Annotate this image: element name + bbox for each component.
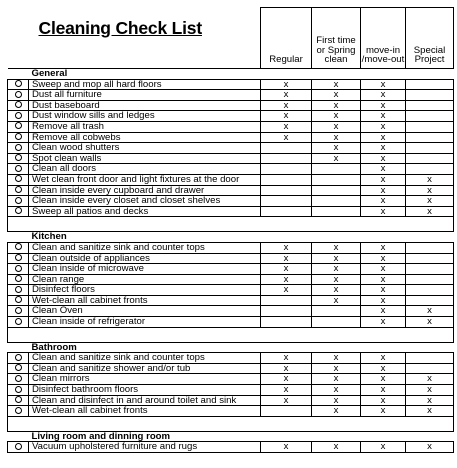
radio-button-icon[interactable] (15, 375, 22, 382)
task-radio-cell[interactable] (8, 79, 29, 90)
mark-special (406, 143, 454, 154)
mark-move: x (361, 143, 406, 154)
task-row (8, 206, 454, 217)
mark-special (406, 121, 454, 132)
mark-regular (261, 406, 312, 417)
mark-move: x (361, 274, 406, 285)
radio-button-icon[interactable] (15, 354, 22, 361)
mark-first-time (312, 174, 361, 185)
mark-first-time: x (312, 100, 361, 111)
mark-move: x (361, 79, 406, 90)
section-spacer (8, 217, 454, 232)
task-label: Disinfect floors (29, 285, 261, 296)
checklist-table (7, 7, 454, 453)
task-label: Wet-clean all cabinet fronts (29, 295, 261, 306)
mark-first-time: x (312, 363, 361, 374)
spacer-cell (8, 416, 454, 431)
mark-regular (261, 153, 312, 164)
task-row (8, 111, 454, 122)
mark-move: x (361, 374, 406, 385)
mark-special: x (406, 385, 454, 396)
task-row (8, 132, 454, 143)
mark-move: x (361, 174, 406, 185)
mark-first-time: x (312, 111, 361, 122)
mark-special (406, 100, 454, 111)
mark-move: x (361, 90, 406, 101)
mark-special (406, 264, 454, 275)
spacer-cell (8, 217, 454, 232)
radio-button-icon[interactable] (15, 80, 22, 87)
mark-special: x (406, 196, 454, 207)
task-row (8, 385, 454, 396)
task-radio-cell[interactable] (8, 395, 29, 406)
spacer-cell (8, 327, 454, 342)
mark-regular: x (261, 395, 312, 406)
task-label: Dust baseboard (29, 100, 261, 111)
task-row (8, 442, 454, 453)
mark-special: x (406, 185, 454, 196)
section-header-blank (8, 69, 29, 80)
mark-move: x (361, 253, 406, 264)
mark-regular (261, 196, 312, 207)
task-radio-cell[interactable] (8, 111, 29, 122)
mark-special (406, 285, 454, 296)
mark-regular (261, 306, 312, 317)
task-radio-cell[interactable] (8, 196, 29, 207)
mark-special: x (406, 317, 454, 328)
task-radio-cell[interactable] (8, 353, 29, 364)
cleaning-checklist-sheet (7, 7, 454, 453)
radio-button-icon[interactable] (15, 112, 22, 119)
task-row (8, 406, 454, 417)
task-label: Clean inside of refrigerator (29, 317, 261, 328)
task-radio-cell[interactable] (8, 153, 29, 164)
section-title: Bathroom (29, 342, 454, 353)
mark-move: x (361, 153, 406, 164)
task-label: Clean range (29, 274, 261, 285)
mark-regular: x (261, 274, 312, 285)
mark-move: x (361, 242, 406, 253)
task-label: Clean mirrors (29, 374, 261, 385)
mark-first-time: x (312, 121, 361, 132)
task-label: Dust window sills and ledges (29, 111, 261, 122)
radio-button-icon[interactable] (15, 154, 22, 161)
radio-button-icon[interactable] (15, 186, 22, 193)
mark-regular: x (261, 242, 312, 253)
radio-button-icon[interactable] (15, 243, 22, 250)
radio-button-icon[interactable] (15, 307, 22, 314)
mark-move: x (361, 121, 406, 132)
task-row (8, 121, 454, 132)
mark-first-time: x (312, 406, 361, 417)
mark-move: x (361, 363, 406, 374)
mark-first-time: x (312, 79, 361, 90)
task-label: Wet clean front door and light fixtures at the door (29, 174, 261, 185)
mark-first-time: x (312, 295, 361, 306)
mark-special (406, 111, 454, 122)
task-row (8, 164, 454, 175)
mark-move: x (361, 264, 406, 275)
mark-special (406, 132, 454, 143)
mark-special: x (406, 442, 454, 453)
task-label: Clean Oven (29, 306, 261, 317)
section-header-blank (8, 342, 29, 353)
radio-button-icon[interactable] (15, 275, 22, 282)
task-radio-cell[interactable] (8, 295, 29, 306)
radio-button-icon[interactable] (15, 101, 22, 108)
task-row (8, 274, 454, 285)
task-label: Remove all trash (29, 121, 261, 132)
task-row (8, 174, 454, 185)
mark-first-time (312, 317, 361, 328)
task-row (8, 100, 454, 111)
task-row (8, 374, 454, 385)
mark-special: x (406, 395, 454, 406)
task-label: Remove all cobwebs (29, 132, 261, 143)
mark-special (406, 164, 454, 175)
task-radio-cell[interactable] (8, 164, 29, 175)
task-row (8, 395, 454, 406)
section-spacer (8, 327, 454, 342)
radio-button-icon[interactable] (15, 318, 22, 325)
mark-move: x (361, 164, 406, 175)
radio-button-icon[interactable] (15, 443, 22, 450)
mark-move: x (361, 353, 406, 364)
task-label: Clean outside of appliances (29, 253, 261, 264)
mark-special: x (406, 306, 454, 317)
mark-first-time: x (312, 374, 361, 385)
mark-first-time: x (312, 395, 361, 406)
task-radio-cell[interactable] (8, 264, 29, 275)
column-header-move: move-in /move-out (361, 8, 406, 69)
mark-move: x (361, 100, 406, 111)
mark-special: x (406, 206, 454, 217)
task-row (8, 79, 454, 90)
mark-regular: x (261, 264, 312, 275)
mark-move: x (361, 385, 406, 396)
mark-special (406, 295, 454, 306)
mark-regular: x (261, 121, 312, 132)
mark-regular: x (261, 353, 312, 364)
mark-special (406, 253, 454, 264)
mark-first-time (312, 164, 361, 175)
mark-first-time: x (312, 353, 361, 364)
task-label: Clean inside of microwave (29, 264, 261, 275)
mark-move: x (361, 317, 406, 328)
radio-button-icon[interactable] (15, 286, 22, 293)
task-radio-cell[interactable] (8, 242, 29, 253)
mark-first-time (312, 306, 361, 317)
task-radio-cell[interactable] (8, 206, 29, 217)
mark-move: x (361, 206, 406, 217)
mark-special: x (406, 374, 454, 385)
task-radio-cell[interactable] (8, 374, 29, 385)
task-radio-cell[interactable] (8, 185, 29, 196)
task-label: Clean and sanitize shower and/or tub (29, 363, 261, 374)
task-row (8, 264, 454, 275)
task-radio-cell[interactable] (8, 363, 29, 374)
section-title: General (29, 69, 454, 80)
mark-first-time: x (312, 153, 361, 164)
page-title: Cleaning Check List (38, 17, 202, 38)
mark-move: x (361, 185, 406, 196)
task-radio-cell[interactable] (8, 121, 29, 132)
mark-move: x (361, 196, 406, 207)
mark-move: x (361, 295, 406, 306)
task-label: Clean all doors (29, 164, 261, 175)
task-radio-cell[interactable] (8, 306, 29, 317)
mark-move: x (361, 285, 406, 296)
task-label: Clean inside every closet and closet shelves (29, 196, 261, 207)
radio-button-icon[interactable] (15, 165, 22, 172)
task-row (8, 363, 454, 374)
mark-move: x (361, 406, 406, 417)
mark-first-time: x (312, 274, 361, 285)
mark-regular: x (261, 111, 312, 122)
column-header-special: Special Project (406, 8, 454, 69)
task-row (8, 196, 454, 207)
radio-button-icon[interactable] (15, 207, 22, 214)
mark-special (406, 274, 454, 285)
task-radio-cell[interactable] (8, 100, 29, 111)
mark-first-time: x (312, 143, 361, 154)
section-header-blank (8, 232, 29, 243)
mark-first-time: x (312, 264, 361, 275)
mark-regular (261, 143, 312, 154)
mark-regular: x (261, 363, 312, 374)
radio-button-icon[interactable] (15, 175, 22, 182)
mark-first-time: x (312, 132, 361, 143)
mark-regular: x (261, 285, 312, 296)
mark-move: x (361, 306, 406, 317)
title-cell (8, 8, 261, 69)
task-row (8, 185, 454, 196)
header-row (8, 8, 454, 69)
radio-button-icon[interactable] (15, 265, 22, 272)
task-label: Clean and disinfect in and around toilet and sink (29, 395, 261, 406)
mark-special (406, 79, 454, 90)
task-radio-cell[interactable] (8, 442, 29, 453)
mark-regular: x (261, 100, 312, 111)
mark-move: x (361, 111, 406, 122)
section-title: Living room and dinning room (29, 431, 454, 442)
task-label: Clean and sanitize sink and counter tops (29, 242, 261, 253)
radio-button-icon[interactable] (15, 197, 22, 204)
task-label: Clean wood shutters (29, 143, 261, 154)
task-radio-cell[interactable] (8, 317, 29, 328)
task-row (8, 285, 454, 296)
task-row (8, 306, 454, 317)
mark-first-time: x (312, 253, 361, 264)
mark-regular: x (261, 90, 312, 101)
mark-regular (261, 185, 312, 196)
task-row (8, 353, 454, 364)
task-radio-cell[interactable] (8, 90, 29, 101)
radio-button-icon[interactable] (15, 133, 22, 140)
task-radio-cell[interactable] (8, 143, 29, 154)
task-label: Vacuum upholstered furniture and rugs (29, 442, 261, 453)
mark-special (406, 153, 454, 164)
task-label: Disinfect bathroom floors (29, 385, 261, 396)
mark-first-time: x (312, 442, 361, 453)
task-row (8, 253, 454, 264)
mark-move: x (361, 132, 406, 143)
task-row (8, 143, 454, 154)
mark-regular: x (261, 132, 312, 143)
task-row (8, 90, 454, 101)
radio-button-icon[interactable] (15, 407, 22, 414)
mark-special (406, 353, 454, 364)
task-row (8, 317, 454, 328)
column-header-regular: Regular (261, 8, 312, 69)
mark-regular: x (261, 385, 312, 396)
mark-first-time (312, 196, 361, 207)
task-row (8, 153, 454, 164)
mark-special (406, 90, 454, 101)
mark-regular: x (261, 253, 312, 264)
task-radio-cell[interactable] (8, 385, 29, 396)
radio-button-icon[interactable] (15, 254, 22, 261)
task-label: Spot clean walls (29, 153, 261, 164)
mark-first-time: x (312, 385, 361, 396)
radio-button-icon[interactable] (15, 396, 22, 403)
task-label: Clean and sanitize sink and counter tops (29, 353, 261, 364)
mark-move: x (361, 442, 406, 453)
mark-first-time (312, 206, 361, 217)
task-label: Dust all furniture (29, 90, 261, 101)
mark-regular (261, 317, 312, 328)
mark-regular: x (261, 79, 312, 90)
section-header-row (8, 431, 454, 442)
mark-regular (261, 164, 312, 175)
task-radio-cell[interactable] (8, 253, 29, 264)
task-radio-cell[interactable] (8, 406, 29, 417)
task-label: Wet-clean all cabinet fronts (29, 406, 261, 417)
mark-special: x (406, 174, 454, 185)
task-radio-cell[interactable] (8, 274, 29, 285)
task-row (8, 295, 454, 306)
section-header-blank (8, 431, 29, 442)
radio-button-icon[interactable] (15, 91, 22, 98)
task-radio-cell[interactable] (8, 132, 29, 143)
mark-first-time: x (312, 90, 361, 101)
task-radio-cell[interactable] (8, 174, 29, 185)
mark-regular (261, 295, 312, 306)
mark-regular: x (261, 374, 312, 385)
radio-button-icon[interactable] (15, 144, 22, 151)
section-header-row (8, 232, 454, 243)
mark-move: x (361, 395, 406, 406)
radio-button-icon[interactable] (15, 122, 22, 129)
task-label: Clean inside every cupboard and drawer (29, 185, 261, 196)
radio-button-icon[interactable] (15, 364, 22, 371)
task-row (8, 242, 454, 253)
mark-regular: x (261, 442, 312, 453)
section-title: Kitchen (29, 232, 454, 243)
task-label: Sweep all patios and decks (29, 206, 261, 217)
mark-regular (261, 206, 312, 217)
radio-button-icon[interactable] (15, 386, 22, 393)
mark-first-time: x (312, 242, 361, 253)
mark-special (406, 242, 454, 253)
task-radio-cell[interactable] (8, 285, 29, 296)
mark-first-time (312, 185, 361, 196)
mark-regular (261, 174, 312, 185)
mark-special: x (406, 406, 454, 417)
mark-first-time: x (312, 285, 361, 296)
section-header-row (8, 342, 454, 353)
task-label: Sweep and mop all hard floors (29, 79, 261, 90)
section-header-row (8, 69, 454, 80)
radio-button-icon[interactable] (15, 296, 22, 303)
section-spacer (8, 416, 454, 431)
column-header-first-time: First time or Spring clean (312, 8, 361, 69)
mark-special (406, 363, 454, 374)
